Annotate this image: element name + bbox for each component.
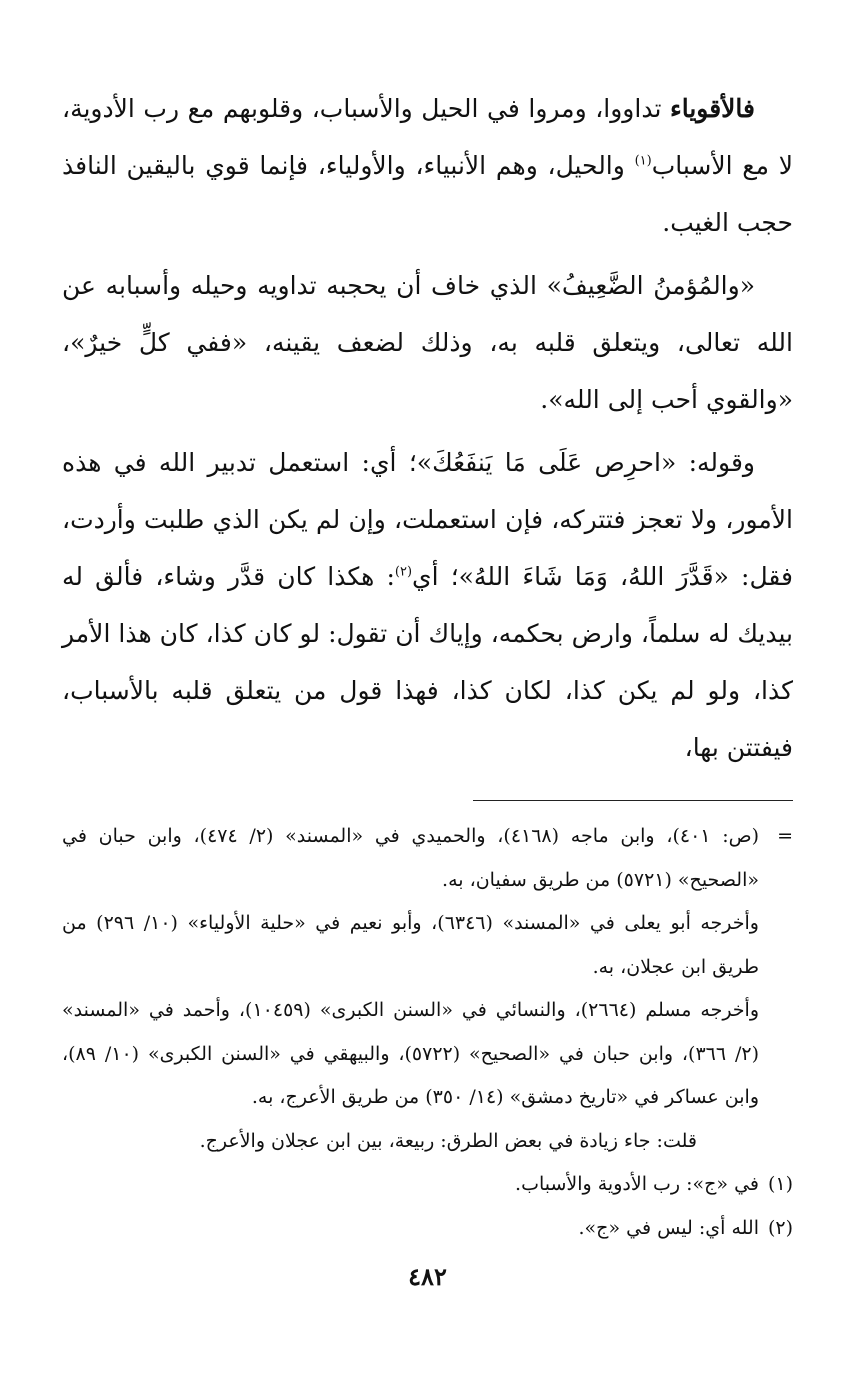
footnote-continuation bbox=[62, 815, 793, 902]
footnote-continuation-text: (ص: ٤٠١)، وابن ماجه (٤١٦٨)، والحميدي في «المسند» (٢/ ٤٧٤)، وابن حبان في «الصحيح» (٥٧٢١) من طريق سفيان، به. bbox=[62, 825, 759, 891]
footnote-remark-text: قلت: جاء زيادة في بعض الطرق: ربيعة، بين ابن عجلان والأعرج. bbox=[199, 1129, 697, 1152]
paragraph-3 bbox=[62, 434, 793, 776]
paragraph-3-text-a: وقوله: «احرِص عَلَى مَا يَنفَعُكَ»؛ أي: استعمل تدبير الله في هذه الأمور، ولا تعجز فتتركه، فإن استعملت، وإن لم يكن الذي طلبت وأردت، فقل: «قَدَّرَ اللهُ، وَمَا شَاءَ اللهُ»؛ أي bbox=[62, 448, 793, 591]
footnote-ref-1: (١) bbox=[634, 153, 652, 169]
footnote-2 bbox=[62, 1207, 793, 1251]
footnote-ref-2: (٢) bbox=[394, 564, 413, 580]
footnote-2-number: (٢) bbox=[767, 1216, 793, 1239]
main-text bbox=[62, 80, 793, 776]
footnote-2-text: الله أي: ليس في «ج». bbox=[578, 1216, 759, 1239]
footnote-separator bbox=[473, 800, 793, 801]
paragraph-1-text-a: تداووا، ومروا في الحيل والأسباب، وقلوبهم مع رب الأدوية، لا مع الأسباب bbox=[62, 94, 794, 180]
footnote-1-text: في «ج»: رب الأدوية والأسباب. bbox=[515, 1173, 759, 1195]
footnote-paragraph-2-text: وأخرجه أبو يعلى في «المسند» (٦٣٤٦)، وأبو نعيم في «حلية الأولياء» (١٠/ ٢٩٦) من طريق ابن عجلان، به. bbox=[62, 912, 759, 978]
paragraph-3-text-b: : هكذا كان قدَّر وشاء، فألق له بيديك له سلماً، وارض بحكمه، وإياك أن تقول: لو كان كذا، كان هذا الأمر كذا، ولو لم يكن كذا، لكان كذا، فهذا قول من يتعلق قلبه بالأسباب، فيفتتن بها، bbox=[62, 562, 793, 762]
footnote-paragraph-3 bbox=[62, 989, 793, 1120]
paragraph-2-text: «والمُؤمنُ الضَّعِيفُ» الذي خاف أن يحجبه تداويه وحيله وأسبابه عن الله تعالى، ويتعلق قلبه به، وذلك لضعف يقينه، «ففي كلٍّ خيرٌ»، «والقوي أحب إلى الله». bbox=[62, 271, 793, 414]
paragraph-2 bbox=[62, 257, 793, 428]
paragraph-1-text-b: والحيل، وهم الأنبياء، والأولياء، فإنما قوي باليقين النافذ حجب الغيب. bbox=[62, 151, 793, 237]
paragraph-1 bbox=[62, 80, 793, 251]
bold-term: فالأقوياء bbox=[669, 94, 755, 123]
continuation-mark: = bbox=[777, 825, 793, 847]
page-number: ٤٨٢ bbox=[408, 1262, 447, 1291]
footnote-remark bbox=[62, 1120, 793, 1164]
footnote-paragraph-2 bbox=[62, 902, 793, 989]
footnote-1 bbox=[62, 1163, 793, 1207]
footnote-1-number: (١) bbox=[767, 1173, 793, 1195]
footnote-paragraph-3-text: وأخرجه مسلم (٢٦٦٤)، والنسائي في «السنن الكبرى» (١٠٤٥٩)، وأحمد في «المسند» (٢/ ٣٦٦)، وابن حبان في «الصحيح» (٥٧٢٢)، والبيهقي في «السنن الكبرى» (١٠/ ٨٩)، وابن عساكر في «تاريخ دمشق» (١٤/ ٣٥٠) من طريق الأعرج، به. bbox=[62, 999, 759, 1108]
footnotes bbox=[62, 815, 793, 1250]
